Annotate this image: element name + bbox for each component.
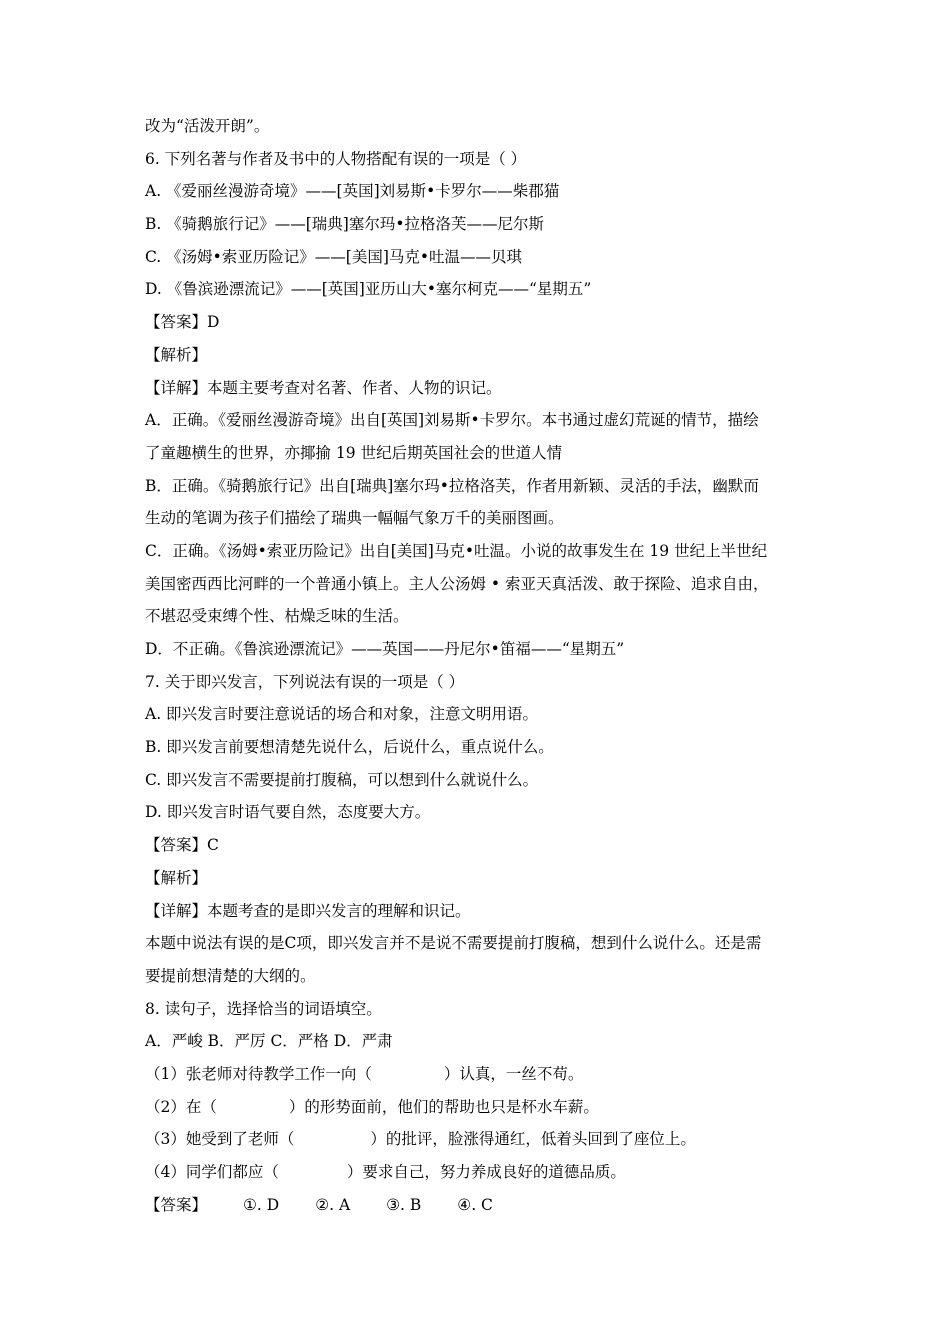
fill-item-post: ）的形势面前，他们的帮助也只是杯水车薪。 [288,1097,599,1116]
explanation-line: B．正确。《骑鹅旅行记》出自[瑞典]塞尔玛•拉格洛芙，作者用新颖、灵活的手法，幽默而 [145,476,759,495]
explanation-line: 要提前想清楚的大纲的。 [145,966,316,985]
question-6-option-b: B. 《骑鹅旅行记》——[瑞典]塞尔玛•拉格洛芙——尼尔斯 [145,215,544,234]
question-6-option-d: D. 《鲁滨逊漂流记》——[英国]亚历山大•塞尔柯克——“星期五” [145,280,592,299]
text-line: 改为“活泼开朗”。 [145,117,270,135]
question-6-stem: 6. 下列名著与作者及书中的人物搭配有误的一项是（ ） [145,149,527,168]
explanation-line: C．正确。《汤姆•索亚历险记》出自[美国]马克•吐温。小说的故事发生在 19 世纪上半世纪 [145,541,768,560]
final-answer-row [145,1189,810,1222]
explanation-line: 了童趣横生的世界，亦揶揄 19 世纪后期英国社会的世道人情 [145,443,563,462]
answer-label: 【答案】D [145,313,220,332]
explanation-line: 生动的笔调为孩子们描绘了瑞典一幅幅气象万千的美丽图画。 [145,509,564,528]
answer-item: ④. C [457,1195,493,1214]
fill-item-1 [145,1058,810,1091]
question-7-option-b: B. 即兴发言前要想清楚先说什么，后说什么，重点说什么。 [145,738,554,757]
question-7-option-a: A. 即兴发言时要注意说话的场合和对象，注意文明用语。 [145,705,539,724]
fill-item-3 [145,1123,810,1156]
fill-item-4 [145,1156,810,1189]
fill-item-post: ）认真，一丝不苟。 [443,1064,584,1083]
question-7-stem: 7. 关于即兴发言，下列说法有误的一项是（ ） [145,672,465,691]
fill-item-pre: （2）在（ [145,1097,217,1116]
explanation-line: 【详解】本题考查的是即兴发言的理解和识记。 [145,901,471,920]
analysis-label: 【解析】 [145,345,208,364]
question-7-option-d: D. 即兴发言时语气要自然，态度要大方。 [145,803,431,822]
question-8-word-choices: A．严峻 B．严厉 C．严格 D．严肃 [145,1032,393,1051]
question-6-option-c: C. 《汤姆•索亚历险记》——[美国]马克•吐温——贝琪 [145,247,523,266]
analysis-label: 【解析】 [145,868,208,887]
explanation-line: A．正确。《爱丽丝漫游奇境》出自[英国]刘易斯•卡罗尔。本书通过虚幻荒诞的情节，描绘 [145,411,759,430]
explanation-line: D．不正确。《鲁滨逊漂流记》——英国——丹尼尔•笛福——“星期五” [145,640,625,658]
fill-item-pre: （3）她受到了老师（ [145,1130,295,1149]
fill-item-2 [145,1091,810,1124]
fill-item-pre: （1）张老师对待教学工作一向（ [145,1064,372,1083]
question-8-stem: 8. 读句子，选择恰当的词语填空。 [145,999,382,1018]
answer-label: 【答案】 [145,1195,208,1214]
explanation-line: 【详解】本题主要考查对名著、作者、人物的识记。 [145,378,502,397]
fill-item-post: ）要求自己，努力养成良好的道德品质。 [346,1163,626,1181]
answer-item: ①. D [243,1195,280,1214]
answer-item: ②. A [315,1195,351,1214]
question-7-option-c: C. 即兴发言不需要提前打腹稿，可以想到什么就说什么。 [145,770,539,789]
answer-item: ③. B [386,1195,422,1214]
explanation-line: 美国密西西比河畔的一个普通小镇上。主人公汤姆 • 索亚天真活泼、敢于探险、追求自由， [145,574,769,593]
fill-item-post: ）的批评，脸涨得通红，低着头回到了座位上。 [370,1130,696,1149]
document-page [145,110,810,1221]
question-6-option-a: A. 《爱丽丝漫游奇境》——[英国]刘易斯•卡罗尔——柴郡猫 [145,182,560,201]
fill-item-pre: （4）同学们都应（ [145,1163,279,1181]
explanation-line: 不堪忍受束缚个性、枯燥乏味的生活。 [145,607,409,626]
answer-label: 【答案】C [145,836,219,855]
explanation-line: 本题中说法有误的是C项，即兴发言并不是说不需要提前打腹稿，想到什么说什么。还是需 [145,934,762,953]
